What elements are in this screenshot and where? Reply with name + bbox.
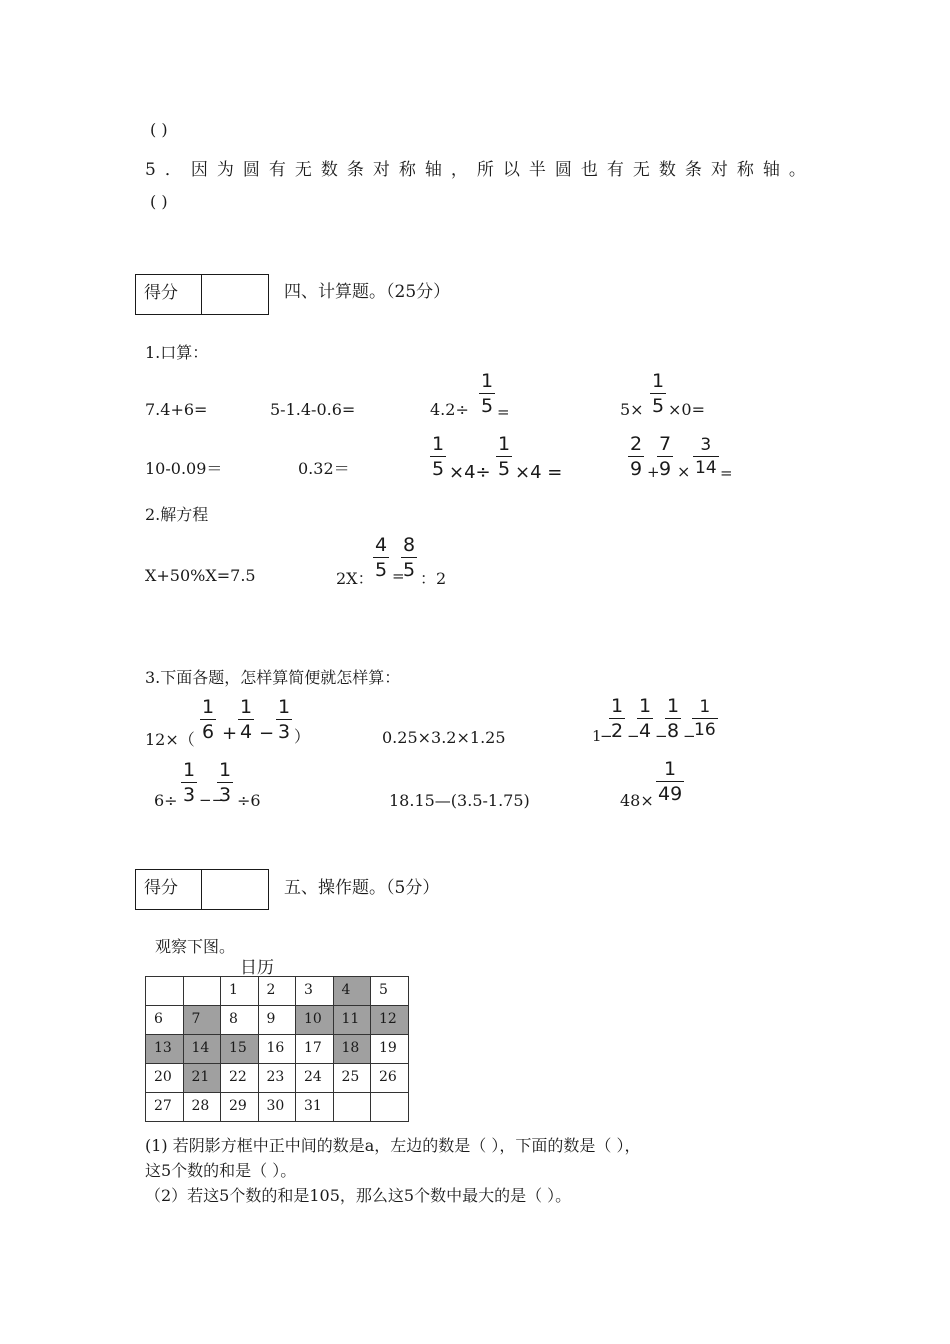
calendar-cell: 27 <box>146 1093 184 1122</box>
simplify-3-minus: − <box>600 727 613 745</box>
calendar-cell: 9 <box>258 1006 296 1035</box>
simplify-2: 0.25×3.2×1.25 <box>382 728 506 747</box>
calc-e8-eq: = <box>720 464 733 482</box>
fraction-1-5: 1 5 <box>498 433 511 480</box>
calendar-cell: 20 <box>146 1064 184 1093</box>
calendar-cell: 28 <box>183 1093 221 1122</box>
fraction-3-14: 3 14 <box>695 435 717 478</box>
fraction-1-3: 1 3 <box>183 759 196 806</box>
calendar-cell: 16 <box>258 1035 296 1064</box>
fraction-1-6: 1 6 <box>202 696 215 743</box>
calendar-cell: 2 <box>258 977 296 1006</box>
calc-e4-post: ×0= <box>668 400 705 419</box>
score-label: 得分 <box>136 870 202 909</box>
calc-e5: 10-0.09＝ <box>145 459 223 478</box>
fraction-1-3: 1 3 <box>278 696 291 743</box>
calc-e8-plus: + <box>647 463 660 481</box>
calc-e3-post: = <box>497 403 510 421</box>
simplify-1-pre: 12×（ <box>145 730 195 749</box>
calc-e7-a: ×4÷ <box>449 462 491 483</box>
fraction-8-5: 8 5 <box>403 534 416 581</box>
fraction-1-5: 1 5 <box>432 433 445 480</box>
calendar-cell: 24 <box>296 1064 334 1093</box>
calendar-cell: 3 <box>296 977 334 1006</box>
fraction-1-8: 1 8 <box>667 695 680 742</box>
equation-2-post: ：2 <box>420 569 447 588</box>
calc-e3-pre: 4.2÷ <box>430 400 469 419</box>
calendar-cell <box>333 1093 371 1122</box>
calendar-cell: 14 <box>183 1035 221 1064</box>
fraction-1-4: 1 4 <box>639 695 652 742</box>
simplify-4-pre: 6÷ <box>154 791 178 810</box>
question-5: 5．因为圆有无数条对称轴，所以半圆也有无数条对称轴。 <box>145 160 815 180</box>
q1-heading: 1.口算： <box>145 343 209 362</box>
calendar-cell: 30 <box>258 1093 296 1122</box>
simplify-3-minus: − <box>683 727 696 745</box>
calc-e6: 0.32＝ <box>298 459 350 478</box>
simplify-3-minus: − <box>627 727 640 745</box>
simplify-6-pre: 48× <box>620 791 654 810</box>
op-q2: （2）若这5个数的和是105，那么这5个数中最大的是（ ）。 <box>145 1186 572 1205</box>
answer-paren-4[interactable]: ( ) <box>150 120 168 139</box>
section-5-title: 五、操作题。（5分） <box>284 878 440 898</box>
calc-e8-times: × <box>677 462 691 481</box>
answer-paren-5[interactable]: ( ) <box>150 192 168 211</box>
calendar-cell <box>146 977 184 1006</box>
simplify-4-mid: −− <box>199 791 225 809</box>
calendar-row <box>146 1035 409 1064</box>
fraction-1-4: 1 4 <box>240 696 253 743</box>
equation-1: X+50%X=7.5 <box>145 566 256 585</box>
calendar-cell: 18 <box>333 1035 371 1064</box>
calendar-cell: 11 <box>333 1006 371 1035</box>
calendar-cell: 5 <box>371 977 409 1006</box>
calendar-cell: 22 <box>221 1064 259 1093</box>
fraction-1-3: 1 3 <box>219 759 232 806</box>
score-box-5 <box>135 869 269 910</box>
calendar-cell: 25 <box>333 1064 371 1093</box>
calendar-cell: 4 <box>333 977 371 1006</box>
equation-2-pre: 2X： <box>336 569 374 588</box>
calendar-cell: 17 <box>296 1035 334 1064</box>
op-q1-line1: (1) 若阴影方框中正中间的数是a，左边的数是（ ），下面的数是（ ）， <box>145 1136 641 1155</box>
calendar-cell: 13 <box>146 1035 184 1064</box>
calc-e4-pre: 5× <box>620 400 644 419</box>
fraction-1-2: 1 2 <box>611 695 624 742</box>
calendar-cell: 12 <box>371 1006 409 1035</box>
fraction-1-5: 1 5 <box>652 370 665 417</box>
fraction-1-5: 1 5 <box>481 370 494 417</box>
observe-intro: 观察下图。 <box>155 937 236 956</box>
calendar-cell <box>183 977 221 1006</box>
calendar-cell: 23 <box>258 1064 296 1093</box>
score-box-4 <box>135 274 269 315</box>
calendar-cell: 21 <box>183 1064 221 1093</box>
calendar-cell: 26 <box>371 1064 409 1093</box>
calendar-cell: 8 <box>221 1006 259 1035</box>
simplify-3-minus: − <box>655 727 668 745</box>
score-field[interactable] <box>202 275 268 314</box>
op-q1-line2: 这5个数的和是（ ）。 <box>145 1161 297 1180</box>
simplify-5: 18.15—(3.5-1.75) <box>389 791 530 810</box>
calc-e1: 7.4+6= <box>145 400 208 419</box>
calendar-cell: 1 <box>221 977 259 1006</box>
calendar-cell <box>371 1093 409 1122</box>
calendar-row <box>146 1064 409 1093</box>
fraction-1-16: 1 16 <box>694 697 716 740</box>
calendar-cell: 29 <box>221 1093 259 1122</box>
score-label: 得分 <box>136 275 202 314</box>
score-field[interactable] <box>202 870 268 909</box>
calc-e7-b: ×4 = <box>515 462 563 483</box>
q3-heading: 3.下面各题，怎样算简便就怎样算： <box>145 668 401 687</box>
calendar-title: 日历 <box>240 958 274 978</box>
simplify-4-post: ÷6 <box>237 791 261 810</box>
equation-2-eq: = <box>392 567 405 585</box>
calendar-cell: 10 <box>296 1006 334 1035</box>
calendar-cell: 15 <box>221 1035 259 1064</box>
calendar-row <box>146 1006 409 1035</box>
calendar-table <box>145 976 409 1122</box>
fraction-4-5: 4 5 <box>375 534 388 581</box>
q2-heading: 2.解方程 <box>145 505 209 524</box>
fraction-7-9: 7 9 <box>659 433 672 480</box>
calendar-cell: 7 <box>183 1006 221 1035</box>
calc-e2: 5-1.4-0.6= <box>270 400 356 419</box>
calendar-cell: 19 <box>371 1035 409 1064</box>
simplify-1-minus: − <box>259 723 275 744</box>
calendar-row <box>146 977 409 1006</box>
calendar-cell: 31 <box>296 1093 334 1122</box>
simplify-3-pre: 1 <box>592 727 602 745</box>
fraction-1-49: 1 49 <box>658 758 683 805</box>
fraction-2-9: 2 9 <box>630 433 643 480</box>
simplify-1-post: ） <box>294 727 311 746</box>
calendar-cell: 6 <box>146 1006 184 1035</box>
section-4-title: 四、计算题。（25分） <box>284 282 451 302</box>
calendar-row <box>146 1093 409 1122</box>
simplify-1-plus: + <box>222 723 238 744</box>
